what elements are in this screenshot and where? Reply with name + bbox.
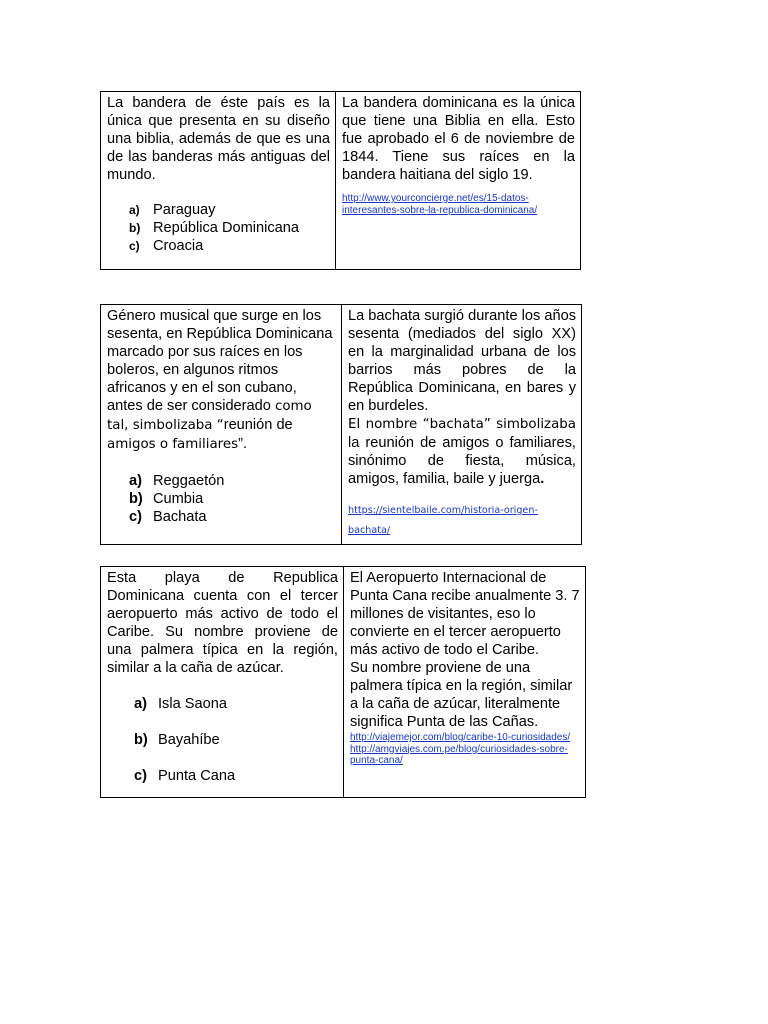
option-a — [129, 201, 330, 219]
option-a — [134, 695, 338, 713]
answer-text-part: El nombre “bachata” simbolizaba — [348, 417, 576, 432]
option-b — [129, 490, 336, 508]
source-link[interactable]: http://viajemejor.com/blog/caribe-10-curiosidades/ — [350, 732, 571, 743]
source-links — [348, 500, 576, 540]
source-link[interactable]: interesantes-sobre-la-republica-dominicana/ — [342, 204, 538, 216]
answer-text-part: . — [540, 471, 545, 487]
option-text: Reggaetón — [153, 473, 225, 489]
option-text: Bachata — [153, 509, 207, 525]
option-text: República Dominicana — [153, 220, 300, 236]
question-cell — [101, 567, 344, 798]
question-text-part: como tal, simbolizaba “ — [107, 399, 312, 433]
question-cell — [101, 92, 336, 270]
source-links — [350, 732, 580, 767]
card-flag — [100, 91, 581, 270]
options-list — [107, 472, 336, 526]
option-letter: a) — [129, 203, 140, 217]
question-cell — [101, 305, 342, 545]
option-text: Croacia — [153, 238, 204, 254]
card-beach — [100, 566, 586, 798]
answer-cell — [342, 305, 582, 545]
option-c — [129, 237, 330, 255]
option-letter: b) — [134, 732, 148, 748]
source-links — [342, 193, 575, 216]
answer-cell — [336, 92, 581, 270]
answer-text: El Aeropuerto Internacional de Punta Cana recibe anualmente 3. 7 millones de visitantes, eso lo convierte en el tercer aeropuerto más activo de todo el Caribe. — [350, 570, 580, 658]
question-text-part: amigos o familiares — [107, 437, 239, 452]
answer-cell — [344, 567, 586, 798]
source-link[interactable]: https://sientelbaile.com/historia-origen-bachata/ — [348, 505, 538, 536]
question-text: Esta playa de Republica Dominicana cuenta con el tercer aeropuerto más activo de todo el Caribe. Su nombre proviene de una palmera típica en la región, similar a la caña de azúcar. — [107, 570, 338, 676]
option-text: Bayahíbe — [158, 732, 220, 748]
option-text: Cumbia — [153, 491, 204, 507]
question-text-part: ”. — [238, 436, 248, 452]
question-text: La bandera de éste país es la única que presenta en su diseño una biblia, además de que es una de las banderas más antiguas del mundo. — [107, 95, 330, 183]
options-list — [107, 201, 330, 255]
source-link[interactable]: punta-cana/ — [350, 755, 403, 766]
option-letter: c) — [134, 768, 147, 784]
option-text: Isla Saona — [158, 696, 227, 712]
question-text — [107, 307, 336, 454]
answer-text: La bachata surgió durante los años sesenta (mediados del siglo XX) en la marginalidad urbana de los barrios más pobres de la República Dominicana, en bares y en burdeles. — [348, 308, 576, 414]
answer-text-part: la reunión de amigos o familiares, sinónimo de fiesta, música, amigos, familia, baile y juerga — [348, 435, 576, 487]
answer-text: Su nombre proviene de una palmera típica en la región, similar a la caña de azúcar, literalmente significa Punta de las Cañas. — [350, 660, 573, 730]
option-letter: b) — [129, 221, 141, 235]
option-c — [129, 508, 336, 526]
option-b — [129, 219, 330, 237]
option-a — [129, 472, 336, 490]
option-letter: a) — [134, 696, 147, 712]
option-letter: c) — [129, 239, 140, 253]
option-letter: b) — [129, 491, 143, 507]
source-link[interactable]: http://amgviajes.com.pe/blog/curiosidades-sobre- — [350, 743, 568, 755]
answer-text — [348, 415, 576, 488]
question-text-part: reunión de — [223, 417, 293, 433]
option-letter: a) — [129, 473, 142, 489]
answer-text: La bandera dominicana es la única que tiene una Biblia en ella. Esto fue aprobado el 6 de noviembre de 1844. Tiene sus raíces en la bandera haitiana del siglo 19. — [342, 95, 575, 183]
source-link[interactable]: http://www.yourconcierge.net/es/15-datos- — [342, 193, 529, 204]
option-b — [134, 731, 338, 749]
options-list — [107, 695, 338, 785]
option-text: Paraguay — [153, 202, 216, 218]
option-c — [134, 767, 338, 785]
option-text: Punta Cana — [158, 768, 236, 784]
question-text-part: Género musical que surge en los sesenta, en República Dominicana marcado por sus raíces en los boleros, en algunos ritmos africanos y en el son cubano, antes de ser considerado — [107, 308, 333, 414]
card-music — [100, 304, 582, 545]
option-letter: c) — [129, 509, 142, 525]
